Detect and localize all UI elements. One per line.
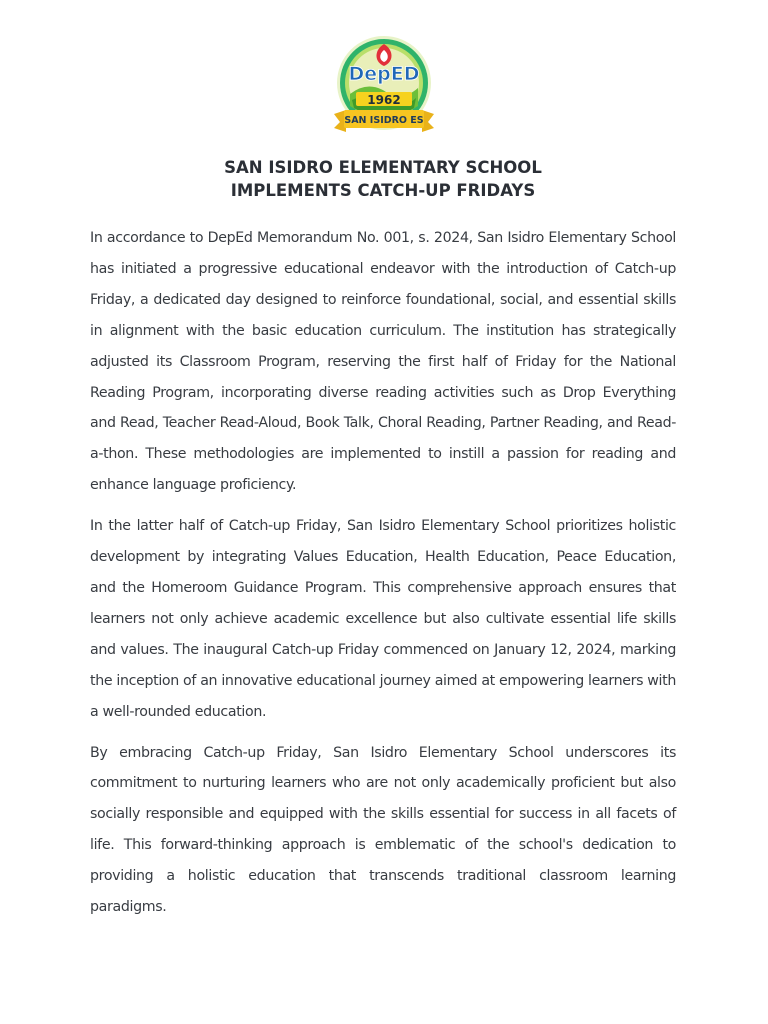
paragraph-2: In the latter half of Catch-up Friday, San Isidro Elementary School prioritizes holistic development by integrating Values Education, Health Education, Peace Education, and the Homeroom Guidance Program. This comprehensive approach ensures that learners not only achieve academic excellence but also cultivate essential life skills and values. The inaugural Catch-up Friday commenced on January 12, 2024, marking the inception of an innovative educational journey aimed at empowering learners with a well-rounded education. bbox=[90, 518, 676, 720]
article-body bbox=[90, 223, 676, 933]
school-logo bbox=[330, 36, 438, 136]
page-title bbox=[90, 156, 676, 202]
paragraph-3: By embracing Catch-up Friday, San Isidro Elementary School underscores its commitment to nurturing learners who are not only academically proficient but also socially responsible and equipped with the skills essential for success in all facets of life. This forward-thinking approach is emblematic of the school's dedication to providing a holistic education that transcends traditional classroom learning paradigms. bbox=[90, 744, 676, 916]
seal-ribbon-text: SAN ISIDRO ES bbox=[344, 115, 424, 126]
title-line-1: SAN ISIDRO ELEMENTARY SCHOOL bbox=[224, 158, 542, 177]
deped-seal-icon bbox=[330, 36, 438, 136]
title-line-2: IMPLEMENTS CATCH-UP FRIDAYS bbox=[230, 181, 536, 200]
paragraph-1: In accordance to DepEd Memorandum No. 001, s. 2024, San Isidro Elementary School has initiated a progressive educational endeavor with the introduction of Catch-up Friday, a dedicated day designed to reinforce foundational, social, and essential skills in alignment with the basic education curriculum. The institution has strategically adjusted its Classroom Program, reserving the first half of Friday for the National Reading Program, incorporating diverse reading activities such as Drop Everything and Read, Teacher Read-Aloud, Book Talk, Choral Reading, Partner Reading, and Read-a-thon. These methodologies are implemented to instill a passion for reading and enhance language proficiency. bbox=[90, 230, 676, 494]
seal-year: 1962 bbox=[367, 93, 401, 107]
seal-brand-text: DepED bbox=[348, 63, 420, 85]
